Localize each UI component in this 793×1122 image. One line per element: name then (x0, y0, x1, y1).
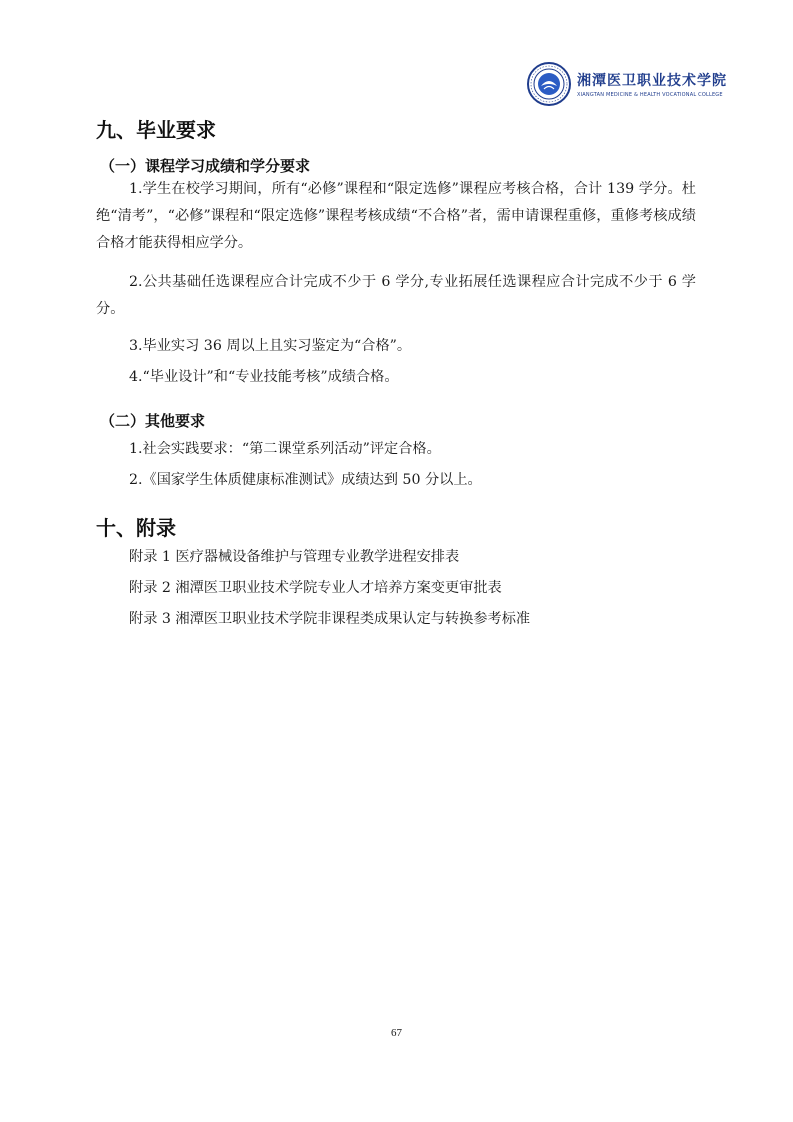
requirement-item-1: 1.学生在校学习期间，所有“必修”课程和“限定选修”课程应考核合格，合计 139 学分。杜绝“清考”，“必修”课程和“限定选修”课程考核成绩“不合格”者，需申请课程重修，重修考核成绩合格才能获得相应学分。 (96, 181, 696, 251)
logo-english-name: XIANGTAN MEDICINE & HEALTH VOCATIONAL COLLEGE (577, 92, 723, 98)
appendix-item-2: 附录 2 湘潭医卫职业技术学院专业人才培养方案变更审批表 (129, 580, 502, 596)
section-10-title: 十、附录 (96, 516, 176, 540)
section-9-2-title: （二）其他要求 (100, 412, 206, 430)
logo-chinese-name: 湘潭医卫职业技术学院 (577, 73, 727, 89)
requirement-item-4: 4.“毕业设计”和“专业技能考核”成绩合格。 (129, 369, 399, 385)
other-requirement-item-2: 2.《国家学生体质健康标准测试》成绩达到 50 分以上。 (129, 472, 482, 488)
page-number: 67 (391, 1027, 402, 1039)
college-logo (527, 62, 727, 106)
requirement-item-2: 2.公共基础任选课程应合计完成不少于 6 学分,专业拓展任选课程应合计完成不少于 6 学分。 (96, 274, 696, 317)
other-requirement-item-1: 1.社会实践要求：“第二课堂系列活动”评定合格。 (129, 441, 441, 457)
college-seal-icon (527, 62, 571, 106)
appendix-item-1: 附录 1 医疗器械设备维护与管理专业教学进程安排表 (129, 549, 460, 565)
requirement-item-3: 3.毕业实习 36 周以上且实习鉴定为“合格”。 (129, 338, 412, 354)
appendix-item-3: 附录 3 湘潭医卫职业技术学院非课程类成果认定与转换参考标准 (129, 611, 531, 627)
section-9-1-title: （一）课程学习成绩和学分要求 (100, 157, 311, 175)
section-9-title: 九、毕业要求 (96, 118, 216, 142)
